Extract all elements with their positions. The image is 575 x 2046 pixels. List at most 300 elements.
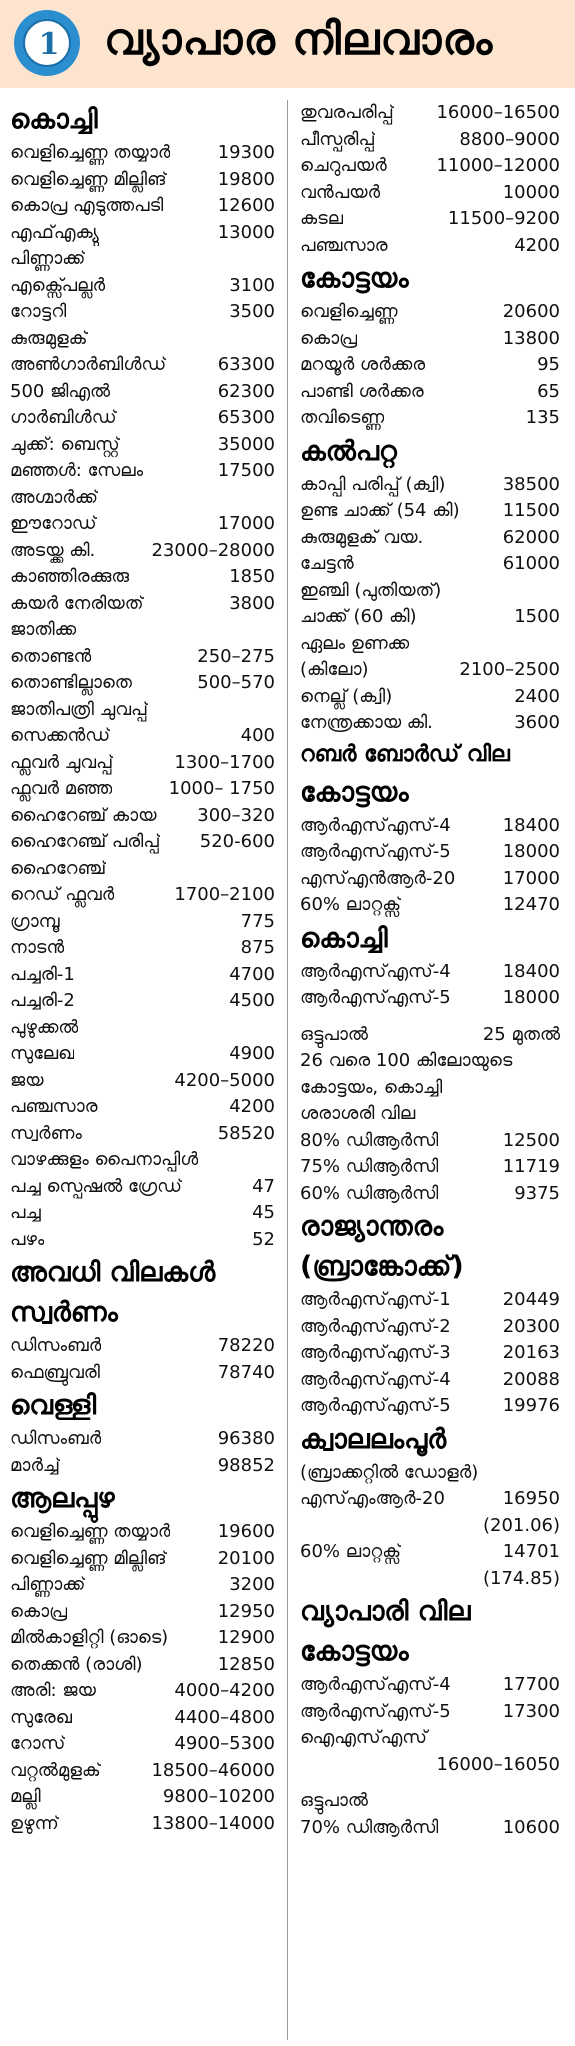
item-label: റോസ് [10, 1733, 66, 1754]
item-price: 4200 [514, 234, 560, 256]
item-price: 12900 [217, 1627, 275, 1648]
item-label: തെക്കൻ (രാശി) [10, 1653, 143, 1675]
item-price: 1000– 1750 [168, 778, 275, 799]
item-price: 19800 [217, 168, 275, 190]
item-price: 4000–4200 [174, 1680, 275, 1701]
text-line [300, 1101, 560, 1128]
item-label: ഫ്ലവർ ചുവപ്പ് [10, 751, 114, 773]
price-row [300, 1699, 560, 1726]
item-label: എക്സ്പെല്ലർ [10, 274, 106, 296]
line-text: ഐഎസ്എസ് [300, 1727, 427, 1748]
price-row [10, 1784, 275, 1811]
item-label: നാടൻ [10, 937, 65, 958]
item-price: 4200 [229, 1096, 275, 1117]
item-label: ചുക്ക്: ബെസ്റ്റ് [10, 433, 120, 455]
item-label: ഹൈറേഞ്ച് കായ [10, 804, 157, 826]
item-price: 250–275 [197, 645, 275, 667]
item-label: കുരുമുളക് [10, 327, 88, 349]
price-row [10, 988, 275, 1015]
section-heading: ക്വാലലംപൂർ [300, 1423, 447, 1455]
item-price: 20600 [502, 301, 560, 322]
item-label: പച്ച സ്പെഷൽ ഗ്രേഡ് [10, 1175, 182, 1197]
item-price: 38500 [502, 473, 560, 495]
price-row [300, 839, 560, 866]
item-label: ഫെബ്രുവരി [10, 1361, 100, 1383]
item-price: 9375 [514, 1182, 560, 1204]
price-row [300, 1128, 560, 1155]
price-row [300, 352, 560, 379]
item-label: വെളിച്ചെണ്ണ [300, 301, 398, 322]
price-row [10, 697, 275, 724]
line-text: 26 വരെ 100 കിലോയുടെ [300, 1050, 513, 1071]
price-row [10, 644, 275, 671]
item-label: റോട്ടറി [10, 301, 67, 322]
item-label: ഡിസംബർ [10, 1428, 102, 1449]
item-label: 60% ലാറ്റക്സ് [300, 894, 402, 915]
price-row [300, 631, 560, 658]
price-row [300, 892, 560, 919]
text-line [300, 1725, 560, 1752]
price-row [300, 657, 560, 684]
item-price: 12850 [217, 1653, 275, 1675]
item-label: ആർഎസ്എസ്-1 [300, 1289, 451, 1310]
price-row [10, 220, 275, 247]
section-heading: (ബ്രാങ്കോക്ക്) [300, 1251, 464, 1282]
item-price: 3800 [229, 592, 275, 614]
text-line [300, 1048, 560, 1075]
price-row [300, 551, 560, 578]
item-price: 17000 [502, 867, 560, 889]
price-row [10, 670, 275, 697]
price-row [10, 856, 275, 883]
price-row [300, 1486, 560, 1513]
item-price: 12950 [217, 1600, 275, 1622]
item-price: 8800–9000 [459, 128, 560, 150]
item-label: റെഡ് ഫ്ലവർ [10, 884, 115, 905]
price-row [10, 1678, 275, 1705]
item-label: ഗാർബിൾഡ് [10, 407, 117, 428]
item-label: 500 ജിഎൽ [10, 380, 111, 402]
item-price: 20100 [217, 1547, 275, 1569]
item-price: 18400 [502, 814, 560, 836]
item-price: 78740 [217, 1361, 275, 1383]
price-row [300, 233, 560, 260]
item-price: 19600 [217, 1521, 275, 1542]
item-price: 520-600 [199, 831, 275, 852]
item-label: അരി: ജയ [10, 1680, 96, 1701]
item-price: 61000 [502, 553, 560, 574]
item-price: 17700 [502, 1674, 560, 1695]
value-line [300, 1566, 560, 1593]
price-row [300, 1022, 560, 1049]
item-label: തൊണ്ടൻ [10, 645, 92, 667]
item-price: 4900–5300 [174, 1733, 275, 1754]
line-value: (201.06) [482, 1514, 560, 1536]
price-row [10, 167, 275, 194]
item-label: അഗ്മാർക്ക് [10, 486, 98, 508]
item-label: തൊണ്ടില്ലാതെ [10, 672, 132, 693]
price-row [300, 866, 560, 893]
item-label: ഏലം ഉണക്ക [300, 632, 410, 654]
item-label: വെളിച്ചെണ്ണ മില്ലിങ് [10, 168, 167, 190]
price-row [300, 710, 560, 737]
item-label: ഫ്ലവർ മഞ്ഞ [10, 778, 113, 799]
item-label: എസ്എംആർ-20 [300, 1488, 445, 1509]
section-heading: കോട്ടയം [300, 263, 409, 294]
number-badge [14, 10, 80, 76]
item-price: 62000 [502, 526, 560, 548]
price-row [10, 1121, 275, 1148]
item-label: പച്ചരി-2 [10, 990, 75, 1011]
item-label: സുലേഖ [10, 1043, 75, 1064]
item-price: 1500 [514, 606, 560, 627]
section-heading: ആലപ്പുഴ [10, 1483, 115, 1514]
price-row [10, 352, 275, 379]
item-label: പീസ്പരിപ്പ് [300, 128, 376, 150]
price-row [300, 985, 560, 1012]
price-row [10, 1227, 275, 1254]
item-price: 3100 [229, 274, 275, 296]
price-row [300, 578, 560, 605]
item-price: 23000–28000 [151, 539, 275, 561]
item-price: 9800–10200 [162, 1786, 275, 1807]
price-row [10, 1360, 275, 1387]
item-label: കയർ നേരിയത് [10, 592, 144, 614]
price-row [10, 882, 275, 909]
section-heading: കൽപറ്റ [300, 435, 397, 467]
item-price: 65 [537, 380, 560, 402]
item-price: 14701 [502, 1541, 560, 1562]
price-row [10, 1453, 275, 1480]
item-price: 1300–1700 [174, 751, 275, 773]
item-label: പഞ്ചസാര [10, 1096, 98, 1117]
item-label: ഹൈറേഞ്ച് [10, 857, 107, 879]
item-label: മഞ്ഞൾ: സേലം [10, 460, 144, 481]
item-price: 19976 [502, 1395, 560, 1416]
item-price: 78220 [217, 1335, 275, 1356]
price-row [300, 1815, 560, 1842]
item-label: സ്വർണം [10, 1122, 82, 1144]
item-price: 18000 [502, 987, 560, 1008]
item-price: 13000 [217, 221, 275, 243]
item-price: 17500 [217, 460, 275, 481]
price-row [300, 604, 560, 631]
item-price: 35000 [217, 433, 275, 455]
item-label: കാഞ്ഞിരക്കുരു [10, 566, 130, 587]
item-price: 10000 [502, 181, 560, 203]
price-row [10, 564, 275, 591]
section-heading: കൊച്ചി [300, 922, 388, 954]
price-row [10, 723, 275, 750]
item-label: വാഴക്കുളം പൈനാപ്പിൾ [10, 1149, 199, 1170]
price-row [10, 1147, 275, 1174]
line-text: (ബ്രാക്കറ്റിൽ ഡോളർ) [300, 1461, 479, 1483]
price-row [10, 1174, 275, 1201]
price-row [10, 299, 275, 326]
price-row [10, 432, 275, 459]
section-heading: റബർ ബോർഡ് വില [300, 741, 510, 767]
price-row [300, 1539, 560, 1566]
price-row [10, 1546, 275, 1573]
item-label: അടയ്ക്ക കി. [10, 539, 96, 561]
item-price: 11000–12000 [436, 155, 560, 176]
item-price: 10600 [502, 1816, 560, 1838]
page-title: വ്യാപാര നിലവാരം [104, 14, 494, 65]
price-row [10, 1426, 275, 1453]
section-heading: രാജ്യാന്തരം [300, 1211, 444, 1242]
line-text: ഒട്ടുപാൽ [300, 1790, 368, 1811]
price-row [300, 127, 560, 154]
price-row [300, 405, 560, 432]
price-row [300, 1287, 560, 1314]
price-row [10, 776, 275, 803]
item-label: വൻപയർ [300, 181, 381, 203]
line-value: 16000–16050 [436, 1753, 560, 1775]
item-label: ഗ്രാമ്പൂ [10, 910, 60, 932]
item-price: 11719 [502, 1156, 560, 1177]
price-row [10, 909, 275, 936]
price-row [300, 684, 560, 711]
item-label: കുരുമുളക് വയ. [300, 526, 424, 548]
item-label: ഉഴുന്ന് [10, 1812, 59, 1834]
item-price: 13800 [502, 327, 560, 349]
item-label: വെളിച്ചെണ്ണ മില്ലിങ് [10, 1547, 167, 1569]
price-row [10, 1625, 275, 1652]
item-price: 12600 [217, 195, 275, 216]
item-price: 18000 [502, 841, 560, 862]
item-price: 62300 [217, 380, 275, 402]
item-label: ഇഞ്ചി (പുതിയത്) [300, 579, 442, 601]
price-row [300, 525, 560, 552]
item-price: 11500–9200 [447, 208, 560, 229]
badge-number: 1 [38, 27, 60, 62]
item-label: ആർഎസ്എസ്-5 [300, 841, 451, 862]
right-column [300, 100, 560, 1841]
price-row [10, 405, 275, 432]
value-line [300, 1752, 560, 1779]
item-price: 18400 [502, 960, 560, 982]
price-row [300, 299, 560, 326]
item-label: ഉണ്ട ചാക്ക് (54 കി) [300, 500, 460, 521]
price-row [10, 538, 275, 565]
item-price: 4500 [229, 990, 275, 1011]
item-price: 4400–4800 [174, 1706, 275, 1728]
price-row [300, 1367, 560, 1394]
price-row [10, 750, 275, 777]
price-row [300, 1154, 560, 1181]
value-line [300, 1513, 560, 1540]
item-price: 17300 [502, 1700, 560, 1722]
item-label: ആർഎസ്എസ്-4 [300, 1674, 451, 1695]
text-line [300, 1460, 560, 1487]
item-price: 500–570 [197, 672, 275, 693]
item-label: എഫ്എക്യു [10, 221, 99, 243]
item-label: എസ്എൻആർ-20 [300, 867, 456, 889]
item-label: ഈറോഡ് [10, 513, 97, 534]
section-heading: സ്വർണം [10, 1297, 118, 1328]
price-row [10, 1519, 275, 1546]
item-price: 4200–5000 [174, 1069, 275, 1091]
item-price: 4700 [229, 963, 275, 985]
price-row [10, 1094, 275, 1121]
item-price: 12500 [502, 1129, 560, 1151]
price-row [300, 1181, 560, 1208]
price-row [10, 1200, 275, 1227]
line-text: കോട്ടയം, കൊച്ചി [300, 1076, 443, 1098]
item-label: പഞ്ചസാര [300, 234, 388, 256]
spacer [300, 1012, 560, 1022]
text-line [300, 1075, 560, 1102]
item-price: 58520 [217, 1122, 275, 1144]
line-text: ശരാശരി വില [300, 1103, 416, 1124]
item-price: 1700–2100 [174, 884, 275, 905]
item-label: സുരേഖ [10, 1706, 72, 1728]
section-heading: അവധി വിലകൾ [10, 1257, 216, 1288]
price-row [10, 1572, 275, 1599]
item-price: 45 [252, 1202, 275, 1223]
price-row [10, 591, 275, 618]
price-row [10, 485, 275, 512]
item-label: ആർഎസ്എസ്-5 [300, 1700, 451, 1722]
item-label: നേന്ത്രക്കായ കി. [300, 712, 433, 733]
item-label: കൊപ്ര എടുത്തപടി [10, 195, 164, 216]
item-label: മല്ലി [10, 1786, 41, 1807]
price-row [10, 273, 275, 300]
item-price: 16000–16500 [436, 102, 560, 123]
item-price: 4900 [229, 1043, 275, 1064]
price-row [10, 193, 275, 220]
section-heading: വ്യാപാരി വില [300, 1596, 471, 1627]
spacer [300, 1778, 560, 1788]
text-line [300, 1788, 560, 1815]
price-row [300, 813, 560, 840]
item-label: ആർഎസ്എസ്-2 [300, 1315, 451, 1337]
item-price: 12470 [502, 894, 560, 915]
price-row [10, 511, 275, 538]
price-row [300, 472, 560, 499]
item-price: 3200 [229, 1574, 275, 1595]
item-label: ആർഎസ്എസ്-3 [300, 1342, 451, 1363]
item-price: 98852 [217, 1454, 275, 1476]
item-price: 17000 [217, 513, 275, 534]
item-price: 47 [252, 1175, 275, 1197]
item-label: മാർച്ച് [10, 1454, 61, 1476]
price-row [10, 935, 275, 962]
price-row [300, 180, 560, 207]
price-row [10, 617, 275, 644]
item-price: 400 [240, 725, 275, 746]
price-row [300, 1672, 560, 1699]
price-row [10, 379, 275, 406]
item-label: സെക്കൻഡ് [10, 725, 111, 746]
item-price: 13800–14000 [151, 1812, 275, 1834]
item-label: ഒട്ടുപാൽ [300, 1023, 368, 1045]
item-label: 80% ഡിആർസി [300, 1129, 439, 1151]
item-price: 25 മുതൽ [482, 1023, 560, 1045]
item-label: ആർഎസ്എസ്-4 [300, 1368, 451, 1390]
item-label: ജാതിക്ക [10, 619, 77, 640]
price-row [300, 1340, 560, 1367]
item-label: ആർഎസ്എസ്-5 [300, 987, 451, 1008]
item-label: 70% ഡിആർസി [300, 1816, 439, 1838]
item-price: 65300 [217, 407, 275, 428]
item-label: വറ്റൽമുളക് [10, 1759, 101, 1781]
item-price: 20300 [502, 1315, 560, 1337]
item-price: 3600 [514, 712, 560, 733]
line-value: (174.85) [482, 1567, 560, 1589]
price-row [300, 1314, 560, 1341]
page-header [0, 0, 575, 88]
item-label: ആർഎസ്എസ്-5 [300, 1395, 451, 1416]
price-row [10, 1705, 275, 1732]
price-row [10, 458, 275, 485]
item-label: ആർഎസ്എസ്-4 [300, 960, 451, 982]
item-price: 1850 [229, 566, 275, 587]
item-label: പിണ്ണാക്ക് [10, 1574, 86, 1595]
item-label: (കിലോ) [300, 659, 369, 680]
price-row [10, 140, 275, 167]
item-label: വെളിച്ചെണ്ണ തയ്യാർ [10, 142, 171, 163]
price-row [300, 153, 560, 180]
item-price: 95 [537, 354, 560, 375]
item-price: 18500–46000 [151, 1759, 275, 1781]
section-heading: കോട്ടയം [300, 1636, 409, 1667]
item-label: കാപ്പി പരിപ്പ് (ക്വി) [300, 473, 446, 495]
price-row [10, 1731, 275, 1758]
price-row [10, 1811, 275, 1838]
price-row [10, 1333, 275, 1360]
item-price: 16950 [502, 1488, 560, 1509]
badge-circle [23, 19, 71, 67]
price-row [10, 1758, 275, 1785]
item-label: തവിടെണ്ണ [300, 407, 385, 428]
item-price: 875 [240, 937, 275, 958]
section-heading: കോട്ടയം [300, 776, 409, 808]
item-label: 60% ലാറ്റക്സ് [300, 1541, 402, 1562]
item-label: പാണ്ടി ശർക്കര [300, 380, 424, 402]
price-row [300, 498, 560, 525]
price-row [300, 379, 560, 406]
item-label: ഹൈറേഞ്ച് പരിപ്പ് [10, 831, 161, 852]
item-label: ജാതിപത്രി ചുവപ്പ് [10, 698, 149, 720]
item-label: പുഴുക്കൽ [10, 1016, 79, 1038]
price-row [10, 326, 275, 353]
price-row [10, 246, 275, 273]
item-price: 19300 [217, 142, 275, 163]
item-label: മറയൂർ ശർക്കര [300, 354, 426, 375]
item-label: ചേട്ടൻ [300, 553, 354, 574]
item-label: തുവരപരിപ്പ് [300, 102, 394, 123]
item-label: നെല്ല് (ക്വി) [300, 685, 393, 707]
item-label: കടല [300, 208, 344, 229]
price-row [300, 1393, 560, 1420]
item-price: 3500 [229, 301, 275, 322]
item-price: 20088 [502, 1368, 560, 1390]
price-row [10, 962, 275, 989]
item-label: 75% ഡിആർസി [300, 1156, 439, 1177]
item-price: 2400 [514, 685, 560, 707]
item-price: 52 [252, 1228, 275, 1250]
item-price: 20163 [502, 1342, 560, 1363]
item-label: ഡിസംബർ [10, 1335, 102, 1356]
item-label: അൺഗാർബിൾഡ് [10, 354, 167, 375]
item-label: കൊപ്ര [300, 327, 358, 349]
item-price: 135 [525, 407, 560, 428]
item-label: ചാക്ക് (60 കി) [300, 606, 417, 627]
item-label: പഴം [10, 1228, 45, 1250]
section-heading: കൊച്ചി [10, 104, 98, 135]
item-price: 775 [240, 910, 275, 932]
